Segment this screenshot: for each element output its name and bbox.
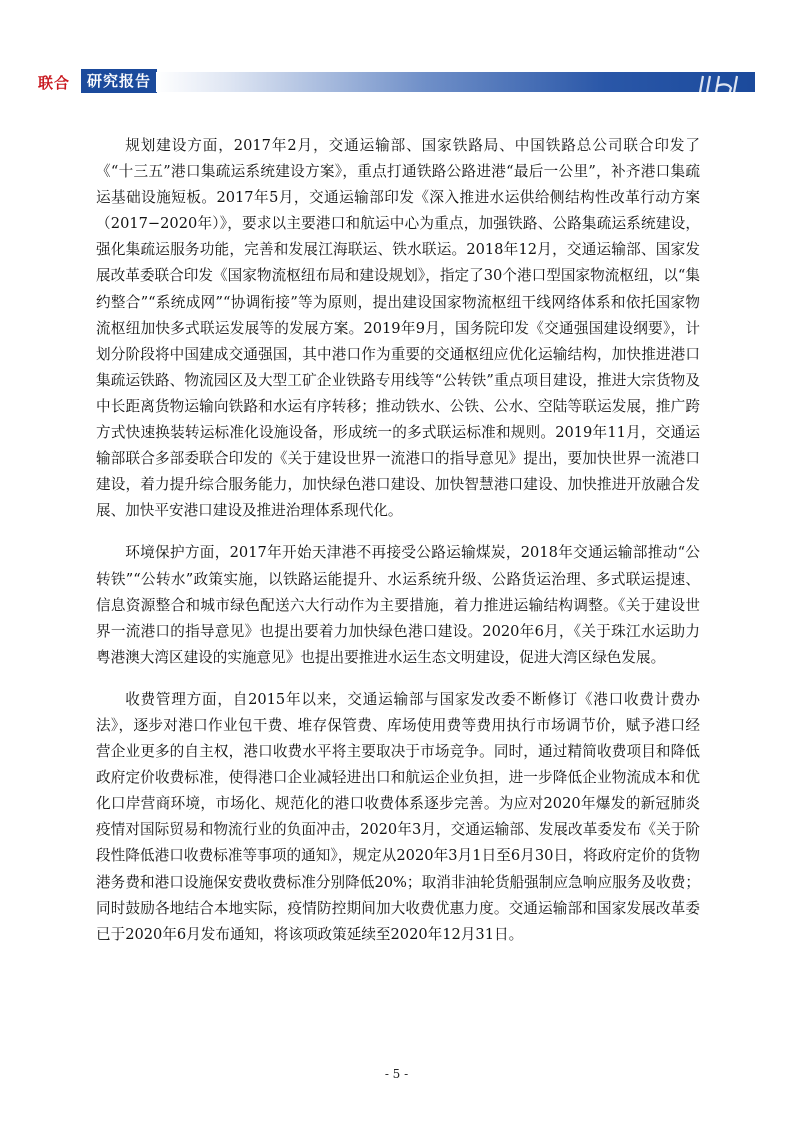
- paragraph-planning: 规划建设方面，2017年2月，交通运输部、国家铁路局、中国铁路总公司联合印发了《“十三五”港口集疏运系统建设方案》，重点打通铁路公路进港“最后一公里”，补齐港口集疏运基础设施短板。2017年5月，交通运输部印发《深入推进水运供给侧结构性改革行动方案（2017−2020年）》，要求以主要港口和航运中心为重点，加强铁路、公路集疏运系统建设，强化集疏运服务功能，完善和发展江海联运、铁水联运。2018年12月，交通运输部、国家发展改革委联合印发《国家物流枢纽布局和建设规划》，指定了30个港口型国家物流枢纽，以“集约整合”“系统成网”“协调衔接”等为原则，提出建设国家物流枢纽干线网络体系和依托国家物流枢纽加快多式联运发展等的发展方案。2019年9月，国务院印发《交通强国建设纲要》，计划分阶段将中国建成交通强国，其中港口作为重要的交通枢纽应优化运输结构，加快推进港口集疏运铁路、物流园区及大型工矿企业铁路专用线等“公转铁”重点项目建设，推进大宗货物及中长距离货物运输向铁路和水运有序转移；推动铁水、公铁、公水、空陆等联运发展，推广跨方式快速换装转运标准化设施设备，形成统一的多式联运标准和规则。2019年11月，交通运输部联合多部委联合印发的《关于建设世界一流港口的指导意见》提出，要加快世界一流港口建设，着力提升综合服务能力，加快绿色港口建设、加快智慧港口建设、加快推进开放融合发展、加快平安港口建设及推进治理体系现代化。: [96, 137, 700, 520]
- page-number: - 5 -: [384, 1067, 409, 1081]
- brand-name-blue: 研究报告: [81, 69, 157, 93]
- header-gradient-band: [156, 72, 755, 92]
- article-body: [96, 133, 700, 964]
- lh-logo-icon: [697, 73, 749, 101]
- brand-name-red: 联合: [38, 74, 71, 92]
- paragraph-environment: 环境保护方面，2017年开始天津港不再接受公路运输煤炭，2018年交通运输部推动“公转铁”“公转水”政策实施，以铁路运能提升、水运系统升级、公路货运治理、多式联运提速、信息资源整合和城市绿色配送六大行动作为主要措施，着力推进运输结构调整。《关于建设世界一流港口的指导意见》也提出要着力加快绿色港口建设。2020年6月，《关于珠江水运助力粤港澳大湾区建设的实施意见》也提出要推进水运生态文明建设，促进大湾区绿色发展。: [96, 544, 700, 666]
- paragraph-fees: 收费管理方面，自2015年以来，交通运输部与国家发改委不断修订《港口收费计费办法》，逐步对港口作业包干费、堆存保管费、库场使用费等费用执行市场调节价，赋予港口经营企业更多的自主权，港口收费水平将主要取决于市场竞争。同时，通过精简收费项目和降低政府定价收费标准，使得港口企业减轻进出口和航运企业负担，进一步降低企业物流成本和优化口岸营商环境，市场化、规范化的港口收费体系逐步完善。为应对2020年爆发的新冠肺炎疫情对国际贸易和物流行业的负面冲击，2020年3月，交通运输部、发展改革委发布《关于阶段性降低港口收费标准等事项的通知》，规定从2020年3月1日至6月30日，将政府定价的货物港务费和港口设施保安费收费标准分别降低20%；取消非油轮货船强制应急响应服务及收费；同时鼓励各地结合本地实际，疫情防控期间加大收费优惠力度。交通运输部和国家发展改革委已于2020年6月发布通知，将该项政策延续至2020年12月31日。: [96, 690, 700, 943]
- report-header: [38, 66, 755, 98]
